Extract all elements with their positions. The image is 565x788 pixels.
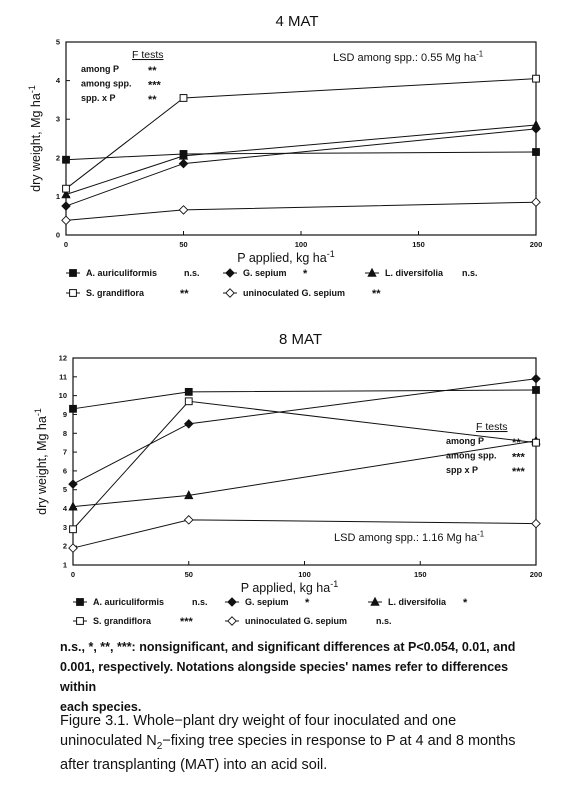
chart2-ytick-label-5: 5	[62, 485, 67, 495]
chart1-lsd-label	[333, 50, 484, 64]
chart1-ytick-label-2: 2	[55, 153, 60, 163]
chart1-ftests-title: F tests	[132, 49, 164, 61]
chart2-xtick-label-0: 0	[70, 570, 76, 579]
chart2-legend-label-5: uninoculated G. sepium	[245, 616, 348, 626]
chart2-legend-label-3: L. diversifolia	[388, 597, 447, 607]
footnote-line-1: n.s., *, **, ***: nonsignificant, and significant differences at P<0.054, 0.01, and	[60, 640, 516, 654]
chart2-xtick-label-150: 150	[413, 570, 427, 579]
chart1-legend-sig-2: *	[303, 268, 308, 280]
chart1-legend-sig-1: n.s.	[184, 268, 200, 278]
chart1-plot-frame	[66, 42, 536, 235]
chart2-legend-marker-4	[77, 618, 84, 625]
chart2-legend-label-4: S. grandiflora	[93, 616, 152, 626]
chart2-xtick-label-100: 100	[298, 570, 311, 579]
chart2-series4-point-1	[70, 526, 77, 533]
chart2-series2-point-2	[185, 420, 193, 428]
chart1-series4-point-3	[533, 75, 540, 82]
chart1-legend-label-3: L. diversifolia	[385, 268, 444, 278]
chart2-legend-label-1: A. auriculiformis	[93, 597, 165, 607]
chart2-legend-sig-4: ***	[180, 616, 193, 628]
chart1-series3-point-3	[532, 121, 540, 129]
chart1-xtick-label-50: 50	[179, 240, 188, 249]
chart1-series1-point-3	[533, 149, 540, 156]
chart2-series4-point-3	[533, 439, 540, 446]
chart2-x-axis-label-superscript: -1	[330, 579, 339, 589]
caption-line-2-start: uninoculated N	[60, 732, 157, 749]
chart1-ytick-label-4: 4	[55, 76, 60, 86]
chart2-ytick-label-12: 12	[58, 353, 67, 363]
chart2-lsd-label-superscript: -1	[477, 529, 485, 539]
chart1-xtick-label-150: 150	[412, 240, 425, 249]
chart2-series1-point-2	[185, 388, 192, 395]
chart1-x-axis-label-text: P applied, kg ha	[237, 251, 327, 265]
chart1-series1-point-1	[63, 156, 70, 163]
chart2-xtick-label-200: 200	[529, 570, 543, 579]
chart2-legend-marker-5	[228, 617, 236, 625]
chart2-legend-marker-1	[77, 599, 84, 606]
chart1-ftests-row-3-label: spp. x P	[81, 93, 116, 103]
chart1-y-axis-label	[27, 85, 43, 192]
caption-subscript: 2	[156, 740, 163, 752]
chart1-legend-label-1: A. auriculiformis	[86, 268, 158, 278]
chart2-ftests-row-3-label: spp x P	[446, 465, 479, 475]
chart1-title: 4 MAT	[275, 13, 319, 30]
chart2-ftests-row-1-label: among P	[446, 436, 485, 446]
chart1-ytick-label-1: 1	[55, 191, 60, 201]
chart1-xtick-label-0: 0	[63, 240, 69, 249]
chart2-x-axis-label	[241, 579, 338, 595]
chart2-ytick-label-1: 1	[62, 560, 67, 570]
chart2-series-line-1	[73, 390, 536, 409]
chart1-series5-point-1	[62, 216, 70, 224]
chart1-series-line-5	[66, 202, 536, 220]
chart1-legend-label-2: G. sepium	[243, 268, 287, 278]
chart1-legend-marker-2	[226, 269, 234, 277]
chart1-ytick-label-5: 5	[55, 37, 60, 47]
chart1-series5-point-3	[532, 198, 540, 206]
chart1-legend-label-4: S. grandiflora	[86, 288, 145, 298]
chart2-ytick-label-8: 8	[62, 428, 67, 438]
chart2-legend-label-2: G. sepium	[245, 597, 289, 607]
chart1-lsd-label-superscript: -1	[476, 49, 484, 59]
chart1-lsd-label-text: LSD among spp.: 0.55 Mg ha	[333, 52, 477, 64]
chart1-ftests-row-3-sig: **	[148, 94, 157, 106]
chart2-legend-sig-5: n.s.	[376, 616, 392, 626]
chart2-series5-point-3	[532, 519, 540, 527]
caption-line-2-end: −fixing tree species in response to P at 4 and 8 months	[162, 732, 516, 749]
caption-line-3: after transplanting (MAT) into an acid soil.	[60, 756, 328, 773]
chart2-ytick-label-2: 2	[62, 541, 67, 551]
chart2-series1-point-3	[533, 387, 540, 394]
chart1-series4-point-1	[63, 185, 70, 192]
chart2-ftests-row-3-sig: ***	[512, 466, 525, 478]
chart1-ytick-label-0: 0	[55, 230, 60, 240]
chart2-y-axis-label-superscript: -1	[33, 408, 43, 417]
chart2-ytick-label-3: 3	[62, 522, 67, 532]
chart1-ftests-row-2-sig: ***	[148, 79, 161, 92]
chart2-legend-sig-3: *	[463, 597, 468, 609]
chart1-ftests-row-2-label: among spp.	[81, 78, 132, 89]
chart2-series1-point-1	[70, 405, 77, 412]
chart2-ytick-label-7: 7	[62, 447, 67, 457]
footnote-line-3: each species.	[60, 700, 142, 714]
chart1-xtick-label-200: 200	[529, 240, 543, 249]
footnote-line-2: 0.001, respectively. Notations alongside species' names refer to differences within	[60, 660, 509, 694]
figure-caption	[60, 712, 555, 775]
chart1-ftests-row-1-sig: **	[148, 65, 157, 77]
chart1-legend-marker-5	[226, 289, 234, 297]
chart1-series4-point-2	[180, 95, 187, 102]
chart1-series5-point-2	[179, 206, 187, 214]
chart1-ftests-row-1-label: among P	[81, 64, 120, 74]
chart2-ytick-label-4: 4	[62, 504, 67, 514]
chart2-y-axis-label-text: dry weight, Mg ha	[35, 416, 49, 515]
chart2-ftests-row-2-sig: ***	[512, 451, 525, 464]
chart2-y-axis-label	[33, 408, 49, 515]
chart1-legend-sig-3: n.s.	[462, 268, 478, 278]
chart2-legend-sig-2: *	[305, 597, 310, 609]
chart2-xtick-label-50: 50	[184, 570, 193, 579]
chart1-legend-sig-4: **	[180, 288, 189, 300]
chart1-legend-label-5: uninoculated G. sepium	[243, 288, 346, 298]
significance-footnote	[60, 637, 540, 717]
chart1-y-axis-label-superscript: -1	[27, 85, 37, 94]
chart2-ytick-label-11: 11	[59, 372, 67, 382]
chart1-series-line-4	[66, 79, 536, 189]
chart2-x-axis-label-text: P applied, kg ha	[240, 581, 331, 595]
chart1-series2-point-2	[179, 159, 187, 167]
chart1-xtick-label-100: 100	[294, 240, 308, 249]
chart2-legend-sig-1: n.s.	[192, 597, 208, 607]
chart2-ftests-row-2-label: among spp.	[446, 450, 497, 461]
chart1-x-axis-label-superscript: -1	[326, 249, 335, 259]
chart2-ytick-label-6: 6	[62, 466, 67, 476]
chart1-legend-marker-1	[70, 270, 77, 277]
chart2-lsd-label	[334, 530, 485, 544]
chart1-y-axis-label-text: dry weight, Mg ha	[29, 93, 43, 192]
chart2-series5-point-2	[185, 516, 193, 524]
chart2-series2-point-1	[69, 480, 77, 488]
chart2-series5-point-1	[69, 544, 77, 552]
chart2-ftests-title: F tests	[476, 421, 508, 433]
caption-line-2	[60, 732, 555, 756]
chart2-title: 8 MAT	[278, 331, 323, 348]
chart1-legend-sig-5: **	[372, 288, 381, 300]
chart1-legend-marker-4	[70, 290, 77, 297]
chart1-series-line-2	[66, 129, 536, 206]
chart1-series2-point-1	[62, 202, 70, 210]
chart2-ftests-row-1-sig: **	[512, 437, 521, 449]
chart1-series-line-1	[66, 152, 536, 160]
chart2-ytick-label-10: 10	[58, 391, 67, 401]
chart2-lsd-label-text: LSD among spp.: 1.16 Mg ha	[334, 532, 478, 544]
chart1-ytick-label-3: 3	[55, 114, 60, 124]
caption-line-1: Figure 3.1. Whole−plant dry weight of four inoculated and one	[60, 713, 457, 729]
chart1-x-axis-label	[237, 249, 334, 265]
chart2-series2-point-3	[532, 375, 540, 383]
chart2-series4-point-2	[185, 398, 192, 405]
chart2-legend-marker-2	[228, 598, 236, 606]
chart2-ytick-label-9: 9	[62, 409, 67, 419]
